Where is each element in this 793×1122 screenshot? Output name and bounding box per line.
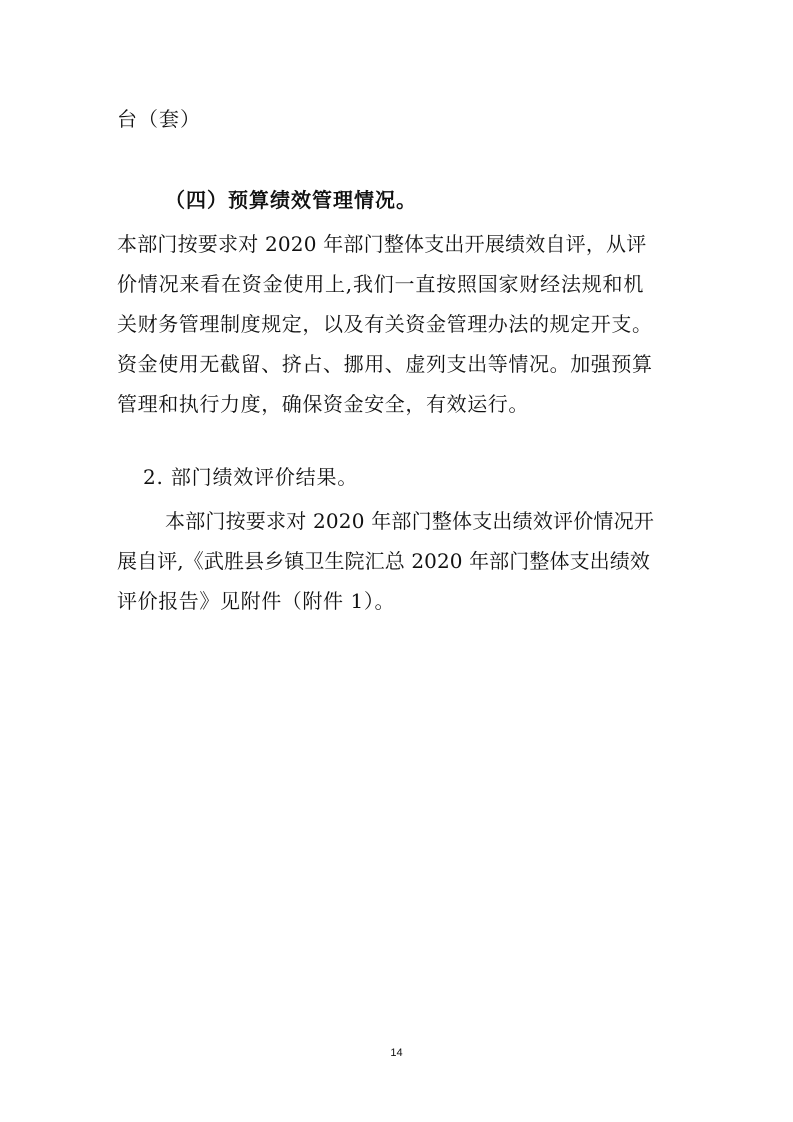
paragraph-line: 本部门按要求对 2020 年部门整体支出开展绩效自评，从评 [117, 232, 647, 256]
paragraph-line: 关财务管理制度规定，以及有关资金管理办法的规定开支。 [117, 312, 653, 336]
paragraph-line: 展自评,《武胜县乡镇卫生院汇总 2020 年部门整体支出绩效 [117, 549, 650, 573]
paragraph-line: 评价报告》见附件（附件 1）。 [117, 589, 396, 613]
page-number: 14 [390, 1047, 403, 1059]
paragraph-line: 管理和执行力度，确保资金安全，有效运行。 [117, 392, 529, 416]
paragraph-line: 本部门按要求对 2020 年部门整体支出绩效评价情况开 [165, 509, 655, 533]
paragraph-line: 资金使用无截留、挤占、挪用、虚列支出等情况。加强预算 [117, 352, 653, 376]
paragraph-line: 价情况来看在资金使用上,我们一直按照国家财经法规和机 [117, 272, 645, 296]
continued-text-line: 台（套） [117, 107, 201, 131]
section-heading-performance-results: 2. 部门绩效评价结果。 [143, 465, 359, 489]
section-heading-budget-performance: （四）预算绩效管理情况。 [165, 188, 417, 212]
